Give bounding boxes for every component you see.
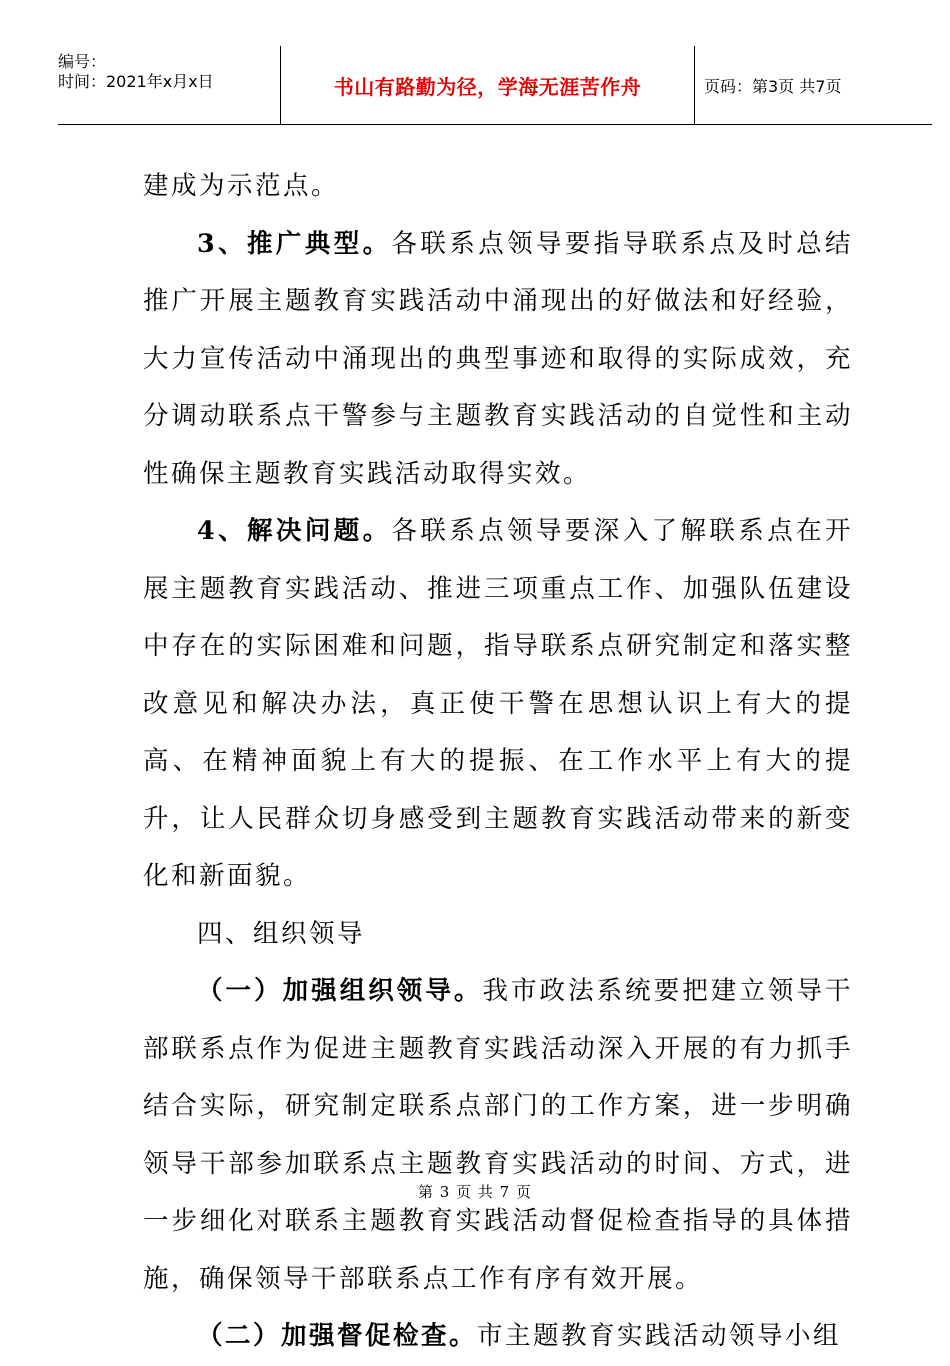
paragraph-heading: 4、解决问题。 [197,516,392,546]
document-number-label: 编号： [58,52,107,71]
paragraph-text: 我市政法系统要把建立领导干部联系点作为促进主题教育实践活动深入开展的有力抓手结合实际，研究制定联系点部门的工作方案，进一步明确领导干部参加联系点主题教育实践活动的时间、方式，进一步细化对联系主题教育实践活动督促检查指导的具体措施，确保领导干部联系点工作有序有效开展。 [143,976,853,1294]
paragraph-heading: （二）加强督促检查。 [197,1321,478,1351]
header-page-label: 页码：第3页 共7页 [704,76,842,96]
header-slogan-cell [280,46,695,124]
paragraph-continuation: 建成为示范点。 [143,171,340,201]
paragraph-text: 各联系点领导要深入了解联系点在开展主题教育实践活动、推进三项重点工作、加强队伍建设中存在的实际困难和问题，指导联系点研究制定和落实整改意见和解决办法，真正使干警在思想认识上有大的提高、在精神面貌上有大的提振、在工作水平上有大的提升，让人民群众切身感受到主题教育实践活动带来的新变化和新面貌。 [143,516,853,891]
section-heading-organization: 四、组织领导 [197,918,366,949]
paragraph-promote-models [143,216,853,504]
paragraph-text: 各联系点领导要指导联系点及时总结推广开展主题教育实践活动中涌现出的好做法和好经验，大力宣传活动中涌现出的典型事迹和取得的实际成效，充分调动联系点干警参与主题教育实践活动的自觉性和主动性确保主题教育实践活动取得实效。 [143,228,853,489]
paragraph-heading: （一）加强组织领导。 [197,976,483,1006]
page-header [58,46,932,125]
paragraph-strengthen-leadership [143,963,853,1308]
header-page-info [694,46,932,124]
paragraph-text: 市主题教育实践活动领导小组 [477,1321,842,1351]
header-slogan: 书山有路勤为径，学海无涯苦作舟 [333,74,642,99]
page-footer: 第 3 页 共 7 页 [418,1183,532,1201]
paragraph-heading: 3、推广典型。 [197,228,392,259]
paragraph-solve-problems [143,503,853,906]
document-time-label: 时间：2021年x月x日 [58,72,214,91]
header-meta [58,46,280,130]
paragraph-supervision [143,1308,853,1366]
